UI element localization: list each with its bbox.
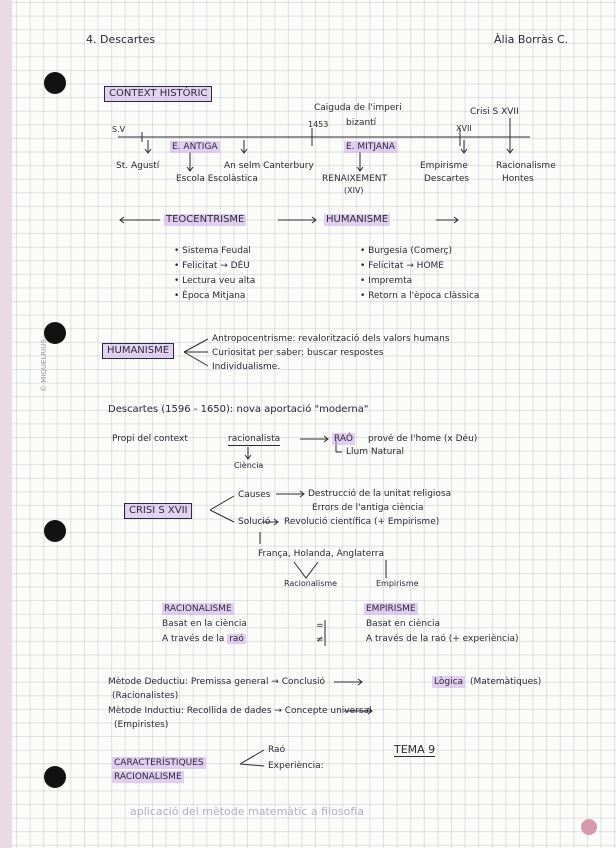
page-corner-mark xyxy=(581,819,597,835)
era-mitjana-label: E. MITJANA xyxy=(346,142,395,152)
timeline-crisis-tick: XVII xyxy=(456,124,472,133)
metode-logica: Lògica xyxy=(434,677,464,687)
descartes-racionalista: racionalista xyxy=(228,434,281,444)
metode-racionalistes: (Racionalistes) xyxy=(112,691,179,701)
era-antiga-label: E. ANTIGA xyxy=(172,142,218,152)
humanisme-line-2: Curiositat per saber: buscar respostes xyxy=(212,348,384,358)
caracteristiques-title-2: RACIONALISME xyxy=(114,772,182,782)
metode-inductiu: Mètode Inductiu: Recollida de dades → Concepte universal xyxy=(108,706,372,716)
racionalisme-label: Racionalisme xyxy=(496,161,556,171)
crisi-countries: França, Holanda, Anglaterra xyxy=(258,549,384,559)
metode-deductiu: Mètode Deductiu: Premissa general → Conclusió xyxy=(108,677,326,687)
paper-brand-stamp: © MIQUELRIUS xyxy=(40,339,48,392)
timeline-crisis-label: Crisi S XVII xyxy=(470,107,519,117)
empirisme-label: Empirisme xyxy=(420,161,468,171)
xiv-label: (XIV) xyxy=(344,186,364,195)
descartes-label: Descartes xyxy=(424,174,470,184)
teocentrisme-title: TEOCENTRISME xyxy=(166,214,245,225)
teo-item-felicitat: • Felicitat → DÉU xyxy=(174,261,250,271)
teo-item-epoca: • Època Mitjana xyxy=(174,291,246,301)
teo-item-feudal: • Sistema Feudal xyxy=(174,246,251,256)
descartes-ciencia: Ciència xyxy=(234,461,264,470)
crisi-solucio-text: Revolució científica (+ Empirisme) xyxy=(284,517,440,527)
hum-item-retorn: • Retorn a l'època clàssica xyxy=(360,291,480,301)
crisi-solucio: Solució xyxy=(238,517,271,527)
crisi-causes: Causes xyxy=(238,490,271,500)
crisi-cause-1: Destrucció de la unitat religiosa xyxy=(308,489,452,499)
caracteristiques-experiencia: Experiència: xyxy=(268,761,324,771)
compare-rac-2: A través de la raó xyxy=(162,634,244,644)
escola-label: Escola Escolàstica xyxy=(176,174,258,184)
humanisme-line-1: Antropocentrisme: revalorització dels valors humans xyxy=(212,334,450,344)
author-name: Àlia Borràs C. xyxy=(494,33,569,46)
bleed-through-text: aplicació del mètode matemàtic a filosofia xyxy=(130,805,365,818)
context-historic-title: CONTEXT HISTÒRIC xyxy=(104,86,212,102)
hum-item-felicitat: • Felicitat → HOME xyxy=(360,261,444,271)
descartes-line: Descartes (1596 - 1650): nova aportació "moderna" xyxy=(108,404,369,415)
timeline-conquest-label-2: bizantí xyxy=(346,118,377,128)
metode-matematiques: (Matemàtiques) xyxy=(470,677,542,687)
humanisme-col-title: HUMANISME xyxy=(326,214,389,225)
descartes-prove: prové de l'home (x Déu) xyxy=(368,434,478,444)
st-agusti-label: St. Agustí xyxy=(116,161,160,171)
humanisme-box-title: HUMANISME xyxy=(102,343,174,359)
compare-rac-1: Basat en la ciència xyxy=(162,619,247,629)
anselm-label: An selm Canterbury xyxy=(224,161,314,171)
compare-emp-2: A través de la raó (+ experiència) xyxy=(366,634,519,644)
hum-item-impremta: • Impremta xyxy=(360,276,413,286)
timeline-conquest-label: Caiguda de l'imperi xyxy=(314,103,402,113)
hum-item-burgesia: • Burgesia (Comerç) xyxy=(360,246,452,256)
compare-rac-title: RACIONALISME xyxy=(164,604,232,614)
crisi-racionalisme: Racionalisme xyxy=(284,579,338,588)
page-title: 4. Descartes xyxy=(86,33,156,46)
crisi-empirisme: Empirisme xyxy=(376,579,419,588)
teo-item-lectura: • Lectura veu alta xyxy=(174,276,256,286)
renaixement-label: RENAIXEMENT xyxy=(322,174,388,184)
metode-empiristes: (Empiristes) xyxy=(114,720,169,730)
timeline-conquest-year: 1453 xyxy=(308,120,329,129)
compare-eq: = xyxy=(316,621,324,631)
descartes-propi: Propi del context xyxy=(112,434,188,444)
compare-emp-title: EMPIRISME xyxy=(366,604,416,614)
hontes-label: Hontes xyxy=(502,174,534,184)
compare-neq: ≠ xyxy=(316,635,324,645)
descartes-rao: RAÓ xyxy=(334,434,353,444)
caracteristiques-rao: Raó xyxy=(268,745,286,755)
crisi-title: CRISI S XVII xyxy=(124,503,192,519)
descartes-llum: Llum Natural xyxy=(346,447,405,457)
timeline-start-label: S.V xyxy=(112,125,126,134)
humanisme-line-3: Individualisme. xyxy=(212,362,281,372)
compare-emp-1: Basat en ciència xyxy=(366,619,441,629)
crisi-cause-2: Errors de l'antiga ciència xyxy=(312,503,424,513)
caracteristiques-title-1: CARACTERÍSTIQUES xyxy=(114,758,204,768)
tema-label: TEMA 9 xyxy=(394,743,436,756)
